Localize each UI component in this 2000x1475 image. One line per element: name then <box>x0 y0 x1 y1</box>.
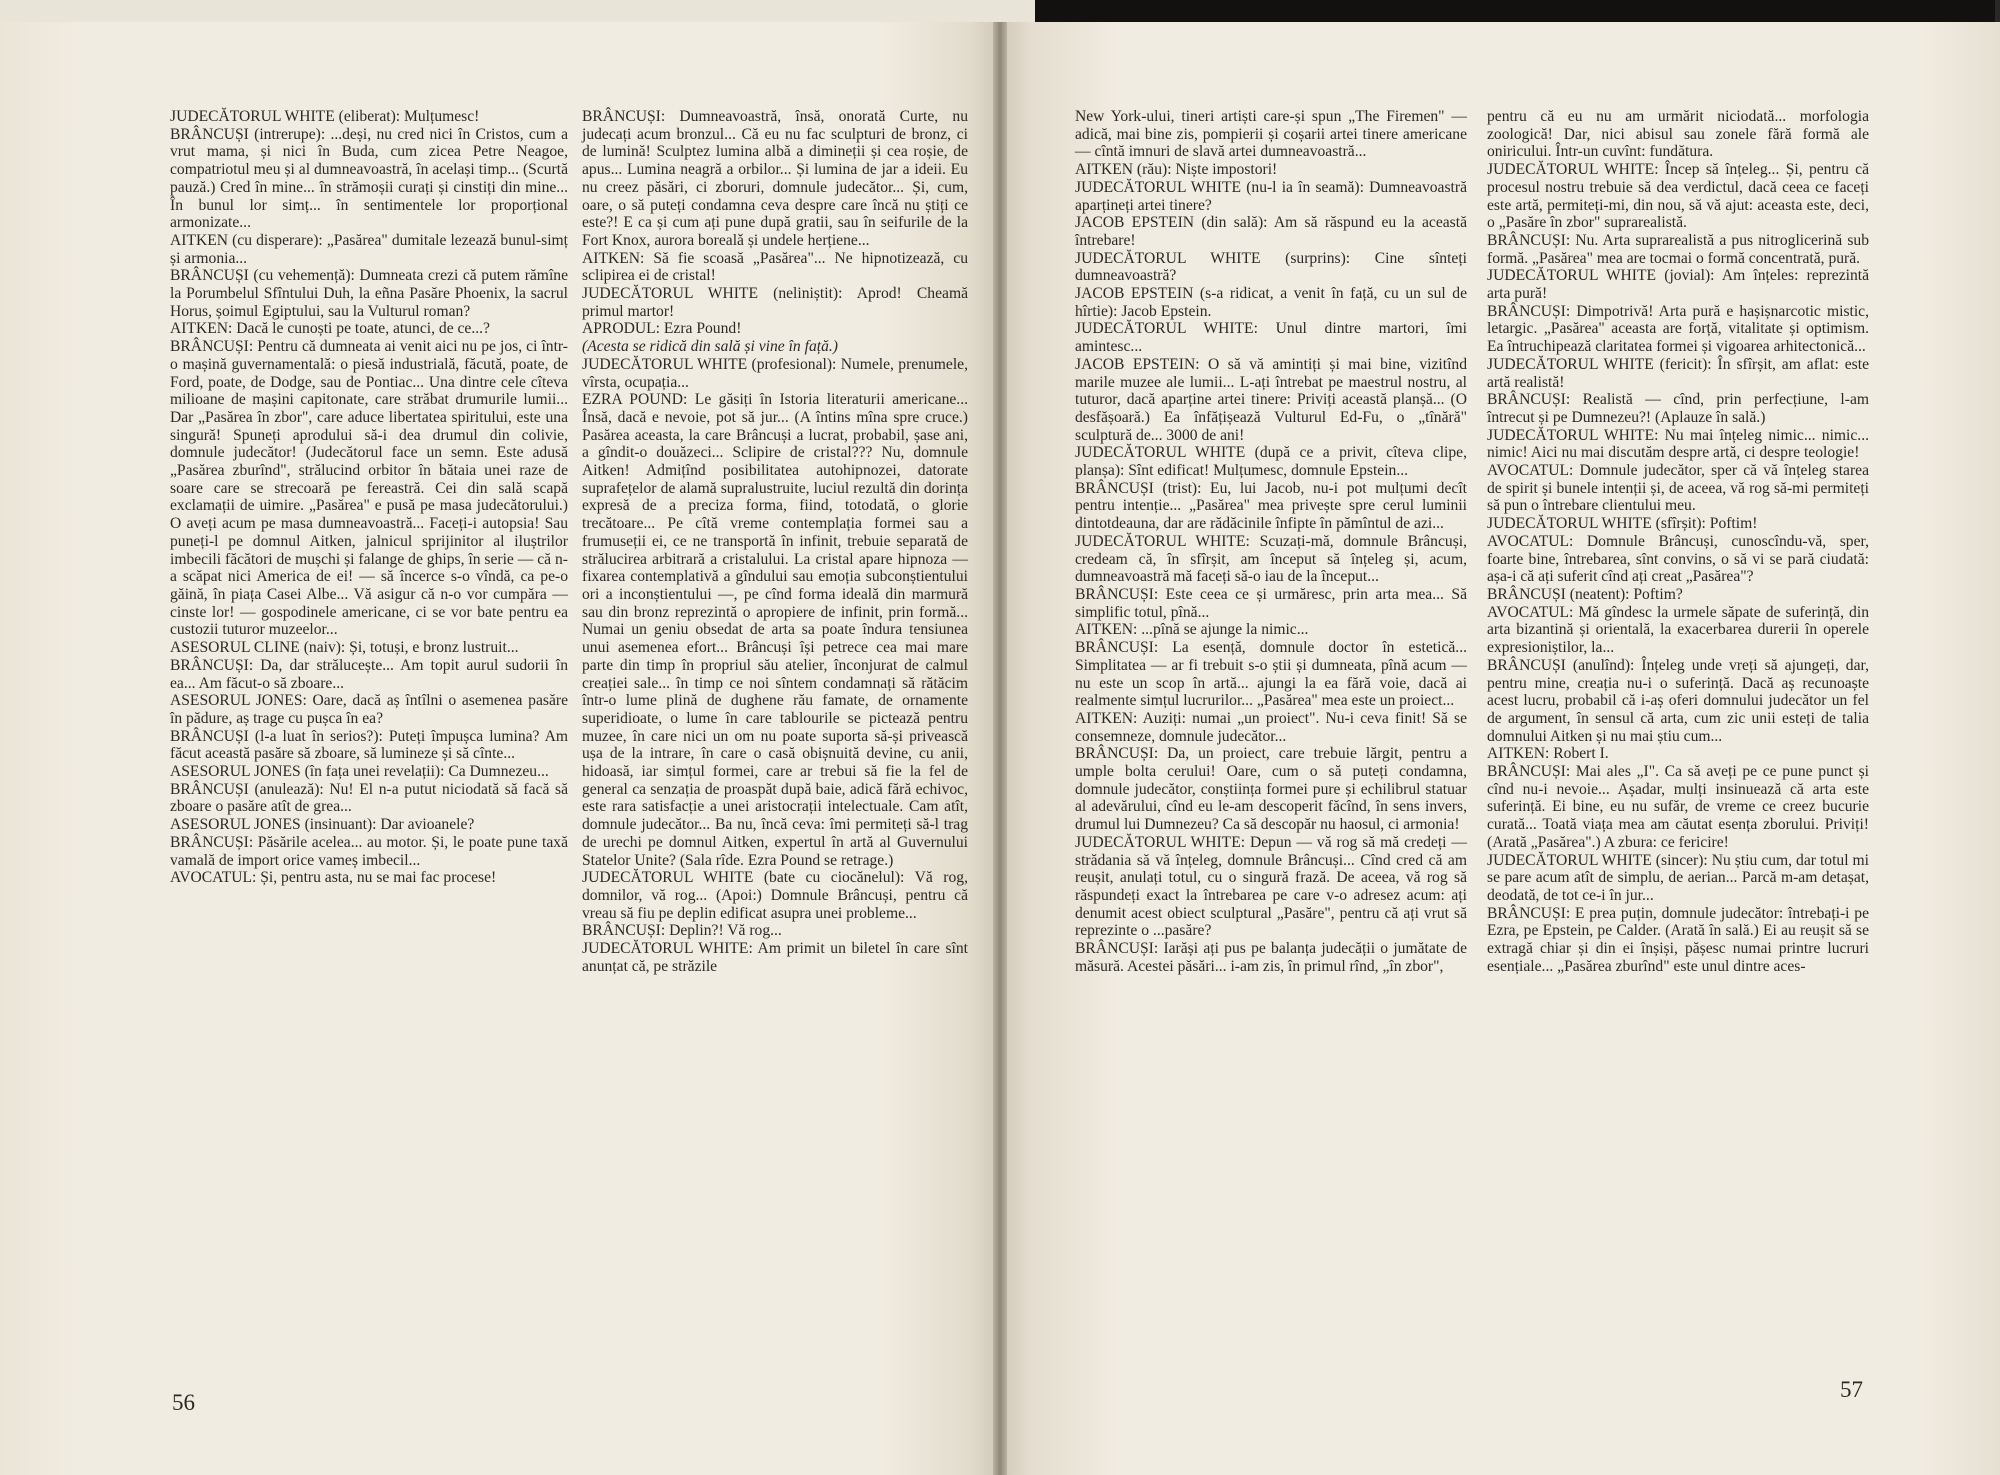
paragraph: BRÂNCUȘI (intrerupe): ...deși, nu cred nici în Cristos, cum a vrut mama, și nici în Buda, cum zicea Petre Neagoe, compatriotul meu și al dumneavoastră, în același timp... (Scurtă pauză.) Cred în mine... în strămoșii curați și cinstiți din mine... În bunul lor simț... în sentimentele lor proporțional armonizate... <box>170 125 568 232</box>
paragraph: JUDECĂTORUL WHITE (eliberat): Mulțumesc! <box>170 108 480 125</box>
paragraph: AITKEN (cu disperare): „Pasărea" dumitale lezează bunul-simț și armonia... <box>170 231 568 267</box>
top-margin <box>0 0 1035 22</box>
paragraph: BRÂNCUȘI: Pentru că dumneata ai venit aici nu pe jos, ci într-o mașină guvernamentală: o piesă industrială, făcută, poate, de Ford, poate, de Dodge, sau de Pontiac... Una dintre cele cîteva milioane de mașini capitonate, care străbat drumurile lumii... Dar „Pasărea în zbor", care aduce libertatea spiritului, este una singură! Spuneți aprodului să-i dea drumul din colivie, domnule judecător! (Judecătorul face un semn. Este adusă „Pasărea zburînd", strălucind orbitor în bătaia unei raze de soare care se strecoară pe fereastră. Cei din sală scapă exclamații de uimire. „Pasărea" e pusă pe masa judecătorului.) O aveți acum pe masa dumneavoastră... Faceți-i autopsia! Sau puneți-l pe domnul Aitken, jalnicul sprijinitor al iluștrilor imbecili făcători de mușchi și falange de ghips, în serie — că n-a scăpat nici America de ei! — să încerce s-o vîndă, ca pe-o găină, în piața Casei Albe... Vă asigur că n-o vor cumpăra — cinste lor! — gospodinele americane, ci se vor bate pentru ea custozii tuturor muzeelor... <box>170 338 568 639</box>
paragraph: BRÂNCUȘI (l-a luat în serios?): Puteți împușca lumina? Am făcut această pasăre să zboare, să lumineze și să cînte... <box>170 727 568 763</box>
paragraph: BRÂNCUȘI: Iarăși ați pus pe balanța judecății o jumătate de măsură. Acestei păsări... i-am zis, în primul rînd, „în zbor", <box>1075 940 1467 975</box>
paragraph: New York-ului, tineri artiști care-și spun „The Firemen" — adică, mai bine zis, pompierii și coșarii artei tinere americane — cîntă imnuri de slavă artei dumneavoastră... <box>1075 108 1467 161</box>
paragraph: JACOB EPSTEIN (din sală): Am să răspund eu la această întrebare! <box>1075 214 1467 249</box>
paragraph: BRÂNCUȘI: Da, un proiect, care trebuie lărgit, pentru a umple bolta cerului! Oare, cum o să puteți condamna, domnule judecător, conștiința formei pure și echilibrul statuar al adevărului, cînd eu le-am descoperit făcînd, în sens invers, drumul lui Dumnezeu? Ca să descopăr nu haosul, ci armonia! <box>1075 745 1467 834</box>
paragraph: BRÂNCUȘI: Deplin?! Vă rog... <box>582 922 782 940</box>
page-number-left: 56 <box>172 1390 195 1415</box>
paragraph: BRÂNCUȘI: Este ceea ce și urmăresc, prin arta mea... Să simplific totul, pînă... <box>1075 585 1467 621</box>
paragraph: BRÂNCUȘI: La esență, domnule doctor în estetică... Simplitatea — ar fi trebuit s-o știi și dumneata, pînă acum — nu este un scop în artă... ajungi la ea fără voie, dacă ai realmente simțul lucrurilor... „Pasărea" mea este un proiect... <box>1075 639 1467 710</box>
paragraph: ASESORUL JONES: Oare, dacă aș întîlni o asemenea pasăre în pădure, aș trage cu pușca în ea? <box>170 692 568 727</box>
paragraph: BRÂNCUȘI (anulează): Nu! El n-a putut niciodată să facă să zboare o pasăre atît de grea... <box>170 780 568 816</box>
paragraph: JUDECĂTORUL WHITE (sincer): Nu știu cum, dar totul mi se pare acum atît de simplu, de aerian... Parcă m-am detașat, deodată, de tot ce-i în jur... <box>1487 851 1869 904</box>
paragraph: JUDECĂTORUL WHITE (surprins): Cine sînteți dumneavoastră? <box>1075 249 1467 285</box>
paragraph: BRÂNCUȘI: Dumneavoastră, însă, onorată Curte, nu judecați acum bronzul... Că eu nu fac sculpturi de bronz, ci de lumină! Sculptez lumina albă a dimineții și cea roșie, de apus... Lumina neagră a orbilor... Și lumina de jar a ideii. Eu nu creez păsări, ci zboruri, domnule judecător... Și, cum, oare, o să puteți condamna ceva despre care încă nu știți ce este?! E ca și cum ați pune după gratii, sau în seifurile de la Fort Knox, aurora borealǎ și undele herțiene... <box>582 108 968 249</box>
paragraph: BRÂNCUȘI: Nu. Arta suprarealistă a pus nitroglicerină sub formă. „Pasărea" mea are tocmai o formă concentrată, pură. <box>1487 231 1869 267</box>
paragraph: JUDECĂTORUL WHITE: Depun — vă rog să mă credeți — strădania să vă înțeleg, domnule Brâncuși... Cînd cred că am reușit, anulați totul, cu o singură frază. De aceea, vă rog să răspundeți exact la întrebarea pe care v-o adresez acum: ați denumit acest obiect sculptural „Pasăre", pentru că ați vrut să reprezinte o ...pasăre? <box>1075 833 1467 940</box>
paragraph: JUDECĂTORUL WHITE (după ce a privit, cîteva clipe, planșa): Sînt edificat! Mulțumesc, domnule Epstein... <box>1075 444 1467 480</box>
paragraph: JUDECĂTORUL WHITE: Am primit un biletel în care sînt anunțat că, pe străzile <box>582 940 968 975</box>
book-cover-edge <box>1035 0 1995 22</box>
left-page <box>0 22 1000 1475</box>
paragraph: JACOB EPSTEIN: O să vă amintiți și mai bine, vizitînd marile muzee ale lumii... L-ați întrebat pe maestrul nostru, al tuturor, dacă aparține artei tinere: Priviți această planșă... (O desfășoară.) Ea înfățișează Vulturul Ed-Fu, o „tînără" sculptură de... 3000 de ani! <box>1075 355 1467 444</box>
paragraph: JUDECĂTORUL WHITE (sfîrșit): Poftim! <box>1487 515 1758 533</box>
paragraph: JUDECĂTORUL WHITE (profesional): Numele, prenumele, vîrsta, ocupația... <box>582 355 968 391</box>
left-page-column-1 <box>170 108 568 887</box>
paragraph: EZRA POUND: Le găsiți în Istoria literaturii americane... Însă, dacă e nevoie, pot să jur... (A întins mîna spre cruce.) Pasărea aceasta, la care Brâncuși a lucrat, probabil, șase ani, a gîndit-o douăzeci... Sclipire de cristal??? Nu, domnule Aitken! Admițînd posibilitatea autohipnozei, datorate suprafețelor de alamă supralustruite, luciul rezultă din dorința expresă de a preciza forma, fiind, totodată, o glorie trecătoare... Pe cîtă vreme contemplația formei sau a frumuseții ei, ce ne transportă în infinit, trebuie separată de strălucirea arbitrară a cristalului. La cristal apare hipnoza — fixarea contemplativă a gîndului sau emoția subconștientului ori a inconștientului —, pe cînd forma ideală din marmură sau din bronz reprezintă o apropiere de infinit, prin formă... Numai un geniu obsedat de arta sa poate îndura tensiunea unui asemenea efort... Brâncuși își petrece cea mai mare parte din timp în propriul său atelier, înconjurat de calmul creației sale... în timp ce noi sîntem condamnați să rătăcim într-o lume plină de dughene rău famate, de ornamente superidioate, o lume în care tablourile se pictează pentru muzee, în care nici un om nu poate suporta să-și privească ușa de la intrare, în care o casă obișnuită devine, cu anii, hidoasă, iar simțul formei, care ar trebui să fie la fel de general ca senzația de proaspăt după baie, adică fără echivoc, este rara satisfacție a unei aristocrații intelectuale. Cam atît, domnule judecător... Ba nu, încă ceva: îmi permiteți să-l trag de urechi pe domnul Aitken, expertul în artă al Guvernului Statelor Unite? (Sala rîde. Ezra Pound se retrage.) <box>582 391 968 869</box>
paragraph: BRÂNCUȘI: Mai ales „I". Ca să aveți pe ce pune punct și cînd nu-i nevoie... Așadar, mulți insinuează că arta este suferință. Ei bine, eu nu sufăr, de vreme ce creez bucurie curată... Toată viața mea am căutat esența zborului. Priviți! (Arată „Pasărea".) A zbura: ce fericire! <box>1487 763 1869 851</box>
right-page-column-1 <box>1075 108 1467 975</box>
paragraph: pentru că eu nu am urmărit niciodată... morfologia zoologică! Dar, nici abisul sau zonele fără formă ale oniricului. Într-un cuvînt: fundătura. <box>1487 108 1869 161</box>
paragraph: BRÂNCUȘI: Dimpotrivă! Arta pură e hașișnarcotic mistic, letargic. „Pasărea" aceasta are forță, vitalitate și optimism. Ea întruchipează claritatea formei și vigoarea arhitectonică... <box>1487 302 1869 356</box>
paragraph: APRODUL: Ezra Pound! <box>582 320 742 338</box>
page-number-right: 57 <box>1840 1377 1863 1402</box>
paragraph: AVOCATUL: Mă gîndesc la urmele săpate de suferință, din arta bizantină și orientală, la exacerbarea durerii în operele expresioniștilor, la... <box>1487 603 1869 657</box>
paragraph: AITKEN: Robert I. <box>1487 745 1609 763</box>
paragraph: AITKEN: Să fie scoasă „Pasărea"... Ne hipnotizează, cu sclipirea ei de cristal! <box>582 249 968 285</box>
paragraph: JUDECĂTORUL WHITE: Unul dintre martori, îmi amintesc... <box>1075 320 1467 356</box>
paragraph: JUDECĂTORUL WHITE (neliniștit): Aprod! Cheamă primul martor! <box>582 285 968 320</box>
paragraph: AITKEN: ...pînă se ajunge la nimic... <box>1075 621 1309 639</box>
paragraph: BRÂNCUȘI: Păsările acelea... au motor. Și, le poate pune taxă vamală de import orice vameș imbecil... <box>170 833 568 869</box>
paragraph: AITKEN: Dacă le cunoști pe toate, atunci, de ce...? <box>170 320 490 338</box>
paragraph: ASESORUL CLINE (naiv): Și, totuși, e bronz lustruit... <box>170 639 519 657</box>
paragraph: BRÂNCUȘI (anulînd): Înțeleg unde vreți să ajungeți, dar, pentru mine, creația nu-i o suferință. Dacă aș recunoaște acest lucru, probabil că i-aș oferi domnului judecător un fel de argument, în sensul că arta, cum zic unii esteți de talia domnului Aitken și nu mai știu cum... <box>1487 656 1869 745</box>
paragraph: JUDECĂTORUL WHITE (nu-l ia în seamă): Dumneavoastră aparțineți artei tinere? <box>1075 178 1467 214</box>
paragraph: BRÂNCUȘI: E prea puțin, domnule judecător: întrebați-i pe Ezra, pe Epstein, pe Calder. (Arată în sală.) Ei au reușit să se extragă chiar și din ei înșiși, pășesc numai printre lucruri esențiale... „Pasărea zburînd" este unul dintre aces- <box>1487 904 1869 975</box>
paragraph: BRÂNCUȘI (cu vehemență): Dumneata crezi că putem rămîne la Porumbelul Sfîntului Duh, la eñna Pasăre Phoenix, la sacrul Horus, șoimul Egiptului, sau la Vulturul roman? <box>170 267 568 320</box>
paragraph: JUDECĂTORUL WHITE (bate cu ciocănelul): Vă rog, domnilor, vă rog... (Apoi:) Domnule Brâncuși, pentru că vreau să fiu pe deplin edificat asupra unei probleme... <box>582 869 968 922</box>
paragraph: JUDECĂTORUL WHITE: Încep să înțeleg... Și, pentru că procesul nostru trebuie să dea verdictul, dacă ceea ce faceți este artă, permiteți-mi, din nou, să vă ajut: aceasta este, deci, o „Pasăre în zbor" suprarealistă. <box>1487 161 1869 232</box>
right-page <box>1000 22 2000 1475</box>
paragraph: JUDECĂTORUL WHITE: Nu mai înțeleg nimic... nimic... nimic! Aici nu mai discutăm despre artă, ci despre teologie! <box>1487 426 1869 462</box>
paragraph: AITKEN: Auziți: numai „un proiect". Nu-i ceva finit! Să se consemneze, domnule judecător... <box>1075 709 1467 745</box>
paragraph: (Acesta se ridică din sală și vine în față.) <box>582 338 838 356</box>
paragraph: JUDECĂTORUL WHITE (jovial): Am înțeles: reprezintă arta pură! <box>1487 267 1869 303</box>
paragraph: AVOCATUL: Domnule Brâncuși, cunoscîndu-vă, sper, foarte bine, întrebarea, sînt convins, o să vi se pară ciudată: așa-i că ați suferit cînd ați creat „Pasărea"? <box>1487 532 1869 586</box>
left-page-column-2 <box>582 108 968 975</box>
paragraph: AVOCATUL: Și, pentru asta, nu se mai fac procese! <box>170 869 497 887</box>
paragraph: BRÂNCUȘI: Realistă — cînd, prin perfecțiune, l-am întrecut și pe Dumnezeu?! (Aplauze în sală.) <box>1487 391 1869 426</box>
paragraph: AVOCATUL: Domnule judecător, sper că vă înțeleg starea de spirit și bunele intenții și, de aceea, vă rog să-mi permiteți să pun o întrebare clientului meu. <box>1487 462 1869 515</box>
paragraph: AITKEN (rău): Niște impostori! <box>1075 161 1278 179</box>
right-page-column-2 <box>1487 108 1869 975</box>
paragraph: BRÂNCUȘI: Da, dar strălucește... Am topit aurul sudorii în ea... Am făcut-o să zboare... <box>170 656 568 692</box>
paragraph: BRÂNCUȘI (neatent): Poftim? <box>1487 585 1683 603</box>
book-spine <box>993 22 1007 1475</box>
paragraph: BRÂNCUȘI (trist): Eu, lui Jacob, nu-i pot mulțumi decît pentru intenție... „Pasărea" mea privește spre cerul luminii dintotdeauna, dar are rădăcinile înfipte în pămîntul de azi... <box>1075 479 1467 533</box>
paragraph: JUDECĂTORUL WHITE: Scuzați-mă, domnule Brâncuși, credeam că, în sfîrșit, am început să înțeleg și, acum, dumneavoastră mă faceți să-o iau de la început... <box>1075 532 1467 586</box>
paragraph: ASESORUL JONES (în fața unei revelații): Ca Dumnezeu... <box>170 763 549 781</box>
paragraph: ASESORUL JONES (insinuant): Dar avioanele? <box>170 816 475 834</box>
paragraph: JUDECĂTORUL WHITE (fericit): În sfîrșit, am aflat: este artă realistă! <box>1487 355 1869 391</box>
open-book <box>0 22 2000 1475</box>
paragraph: JACOB EPSTEIN (s-a ridicat, a venit în față, cu un sul de hîrtie): Jacob Epstein. <box>1075 285 1467 320</box>
